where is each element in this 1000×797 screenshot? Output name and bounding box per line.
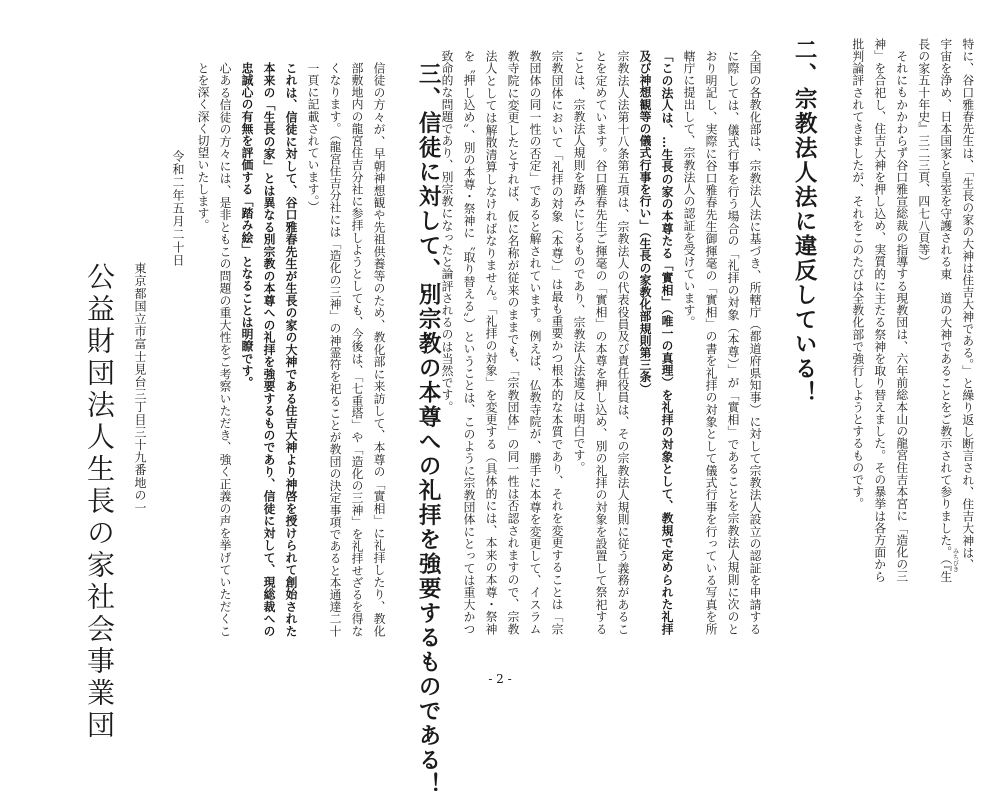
section3-body <box>196 62 390 637</box>
section2-heading: 二、宗教法人法に違反している！ <box>791 38 818 406</box>
paragraph: 「この法人は、…生長の家の本尊たる「實相」（唯一の真理）を礼拝の対象として、教規で定められた礼拝及び神想観等の儀式行事を行い」（生長の家教化部規則第三条） <box>638 50 674 635</box>
section1-line: それにもかかわらず谷口雅宣総裁の指導する現教団は、六年前総本山の龍宮住吉本宮に「造化の三 <box>894 50 909 583</box>
section1-line: 特に、谷口雅春先生は、「生長の家の大神は住吉大神である。」と繰り返し断言され、住吉大神は、 <box>960 38 975 571</box>
page-number: - 2 - <box>488 672 512 686</box>
section1-line: 神」を合祀し、住吉大神を押し込め、実質的に主たる祭神を取り替えました。その暴挙は各方面から <box>872 38 887 583</box>
paragraph: 宗教団体において「礼拝の対象（本尊）」は最も重要かつ根本的な本質であり、それを変更することは「宗教団体の同一性の否定」であると解されています。例えば、仏教寺院が、勝手に本尊を変更して、イスラム教寺院に変更したとすれば、仮に名称が従来のままでも、「宗教団体」の同一性は否認されますので、宗教法人としては解散清算しなければなりません。「礼拝の対象」を変更する（具体的には、本来の本尊・祭神を〝押し込め〟、別の本尊・祭神に〝取り替える〟）ということは、このように宗教団体にとっては重大かつ致命的な問題であり、別宗教になったと論評されるのは当然です。 <box>440 50 564 635</box>
organization-name: 公益財団法人生長の家社会事業団 <box>83 262 116 742</box>
section1-line: 宇宙を浄め、日本国家と皇室を守護される東 道の大神であることをご教示されて参りました。（『生 <box>938 38 953 583</box>
section3-heading: 三、信徒に対して、別宗教の本尊への礼拝を強要するものである！ <box>415 62 442 797</box>
paragraph: これは、信徒に対して、谷口雅春先生が生長の家の大神である住吉大神より神啓を授けられて創始された本来の「生長の家」とは異なる別宗教の本尊への礼拝を強要するものであり、信徒に対して、現総裁への忠誠心の有無を評価する「踏み絵」となることは明瞭です。 <box>240 62 298 637</box>
furigana: みちびき <box>951 548 959 572</box>
section1-line: 長の家五十年史』三二三頁、四七八頁等） <box>916 38 931 268</box>
issue-date: 令和二年五月二十日 <box>171 150 185 267</box>
section1-line: 批判論評されてきましたが、それをこのたびは全教化部で強行しようとするものです。 <box>850 38 865 510</box>
section2-body <box>440 50 766 635</box>
organization-address: 東京都国立市富士見台三丁目三十九番地の一 <box>133 262 147 514</box>
paragraph: 心ある信徒の方々には、是非ともこの問題の重大性をご考察いただき、強く正義の声を挙げていただくことを深く深く切望いたします。 <box>196 62 232 637</box>
paragraph: 宗教法人法第十八条第五項は、宗教法人の代表役員及び責任役員は、その宗教法人規則に従う義務があることを定めています。谷口雅春先生ご揮毫の「實相」の本尊を押し込め、別の礼拝の対象を設置して祭祀することは、宗教法人規則を踏みにじるものであり、宗教法人法違反は明白です。 <box>572 50 630 635</box>
paragraph: 全国の各教化部は、宗教法人法に基づき、所轄庁（都道府県知事）に対して宗教法人設立の認証を申請するに際しては、儀式行事を行う場合の「礼拝の対象（本尊）」が「實相」であることを宗教法人規則に次のとおり明記し、実際に谷口雅春先生御揮毫の「實相」の書を礼拝の対象として儀式行事を行っている写真を所轄庁に提出して、宗教法人の認証を受けています。 <box>682 50 762 635</box>
paragraph: 信徒の方々が、早朝神想観や先祖供養等のため、教化部に来訪して、本尊の「實相」に礼拝したり、教化部敷地内の龍宮住吉分社に参拝しようとしても、今後は、「七重塔」や「造化の三神」を礼拝せざるを得なくなります。（龍宮住吉分社には「造化の三神」の神霊符を祀ることが教団の決定事項であると本通達二十一頁に記載されています。） <box>306 62 386 637</box>
